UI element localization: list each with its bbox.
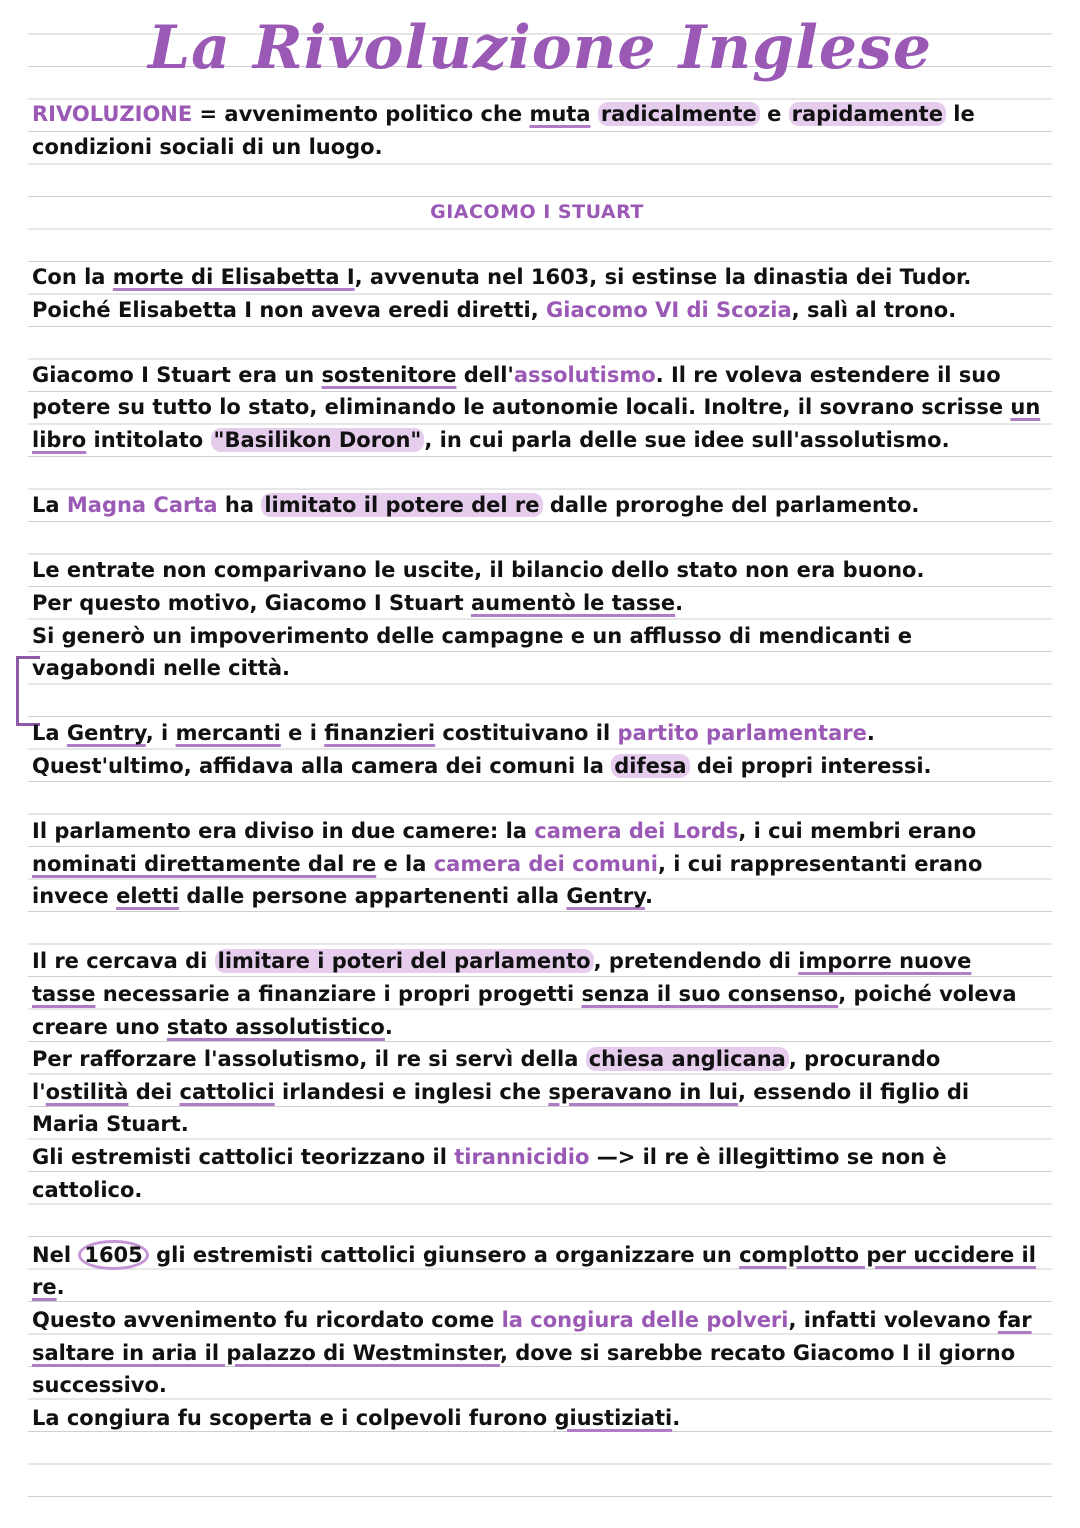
text: , in cui parla delle sue idee sull'assolutismo. [424, 427, 950, 452]
highlighted-text: "Basilikon Doron" [211, 428, 425, 452]
highlighted-text: rapidamente [789, 102, 946, 126]
text: dei propri interessi. [689, 753, 932, 778]
paragraph-gunpowder-plot [32, 1239, 1042, 1435]
text: La [32, 493, 67, 518]
highlighted-text: difesa [611, 754, 689, 778]
text: Le entrate non comparivano le uscite, il bilancio dello stato non era buono. [32, 558, 925, 583]
paragraph-succession [32, 261, 1042, 326]
text: . [866, 721, 875, 746]
text: e [759, 102, 789, 126]
text: irlandesi e inglesi che [274, 1079, 549, 1104]
text: . [384, 1014, 393, 1039]
circled-year: 1605 [78, 1240, 148, 1270]
text: Nel [32, 1242, 79, 1267]
text: dell' [456, 362, 514, 387]
text: dalle proroghe del parlamento. [542, 493, 920, 518]
text: Per questo motivo, Giacomo I Stuart [32, 590, 471, 615]
highlighted-text: chiesa anglicana [586, 1047, 789, 1071]
text: . [672, 1405, 681, 1430]
underlined-text: far saltare in aria il palazzo di Westminster [32, 1307, 1032, 1365]
text: dalle persone appartenenti alla [179, 884, 567, 909]
text: . [56, 1275, 65, 1300]
key-term: assolutismo [513, 362, 656, 387]
key-term: Magna Carta [66, 493, 218, 518]
text: Gli estremisti cattolici teorizzano il [32, 1145, 455, 1169]
underlined-text: morte di Elisabetta I [112, 264, 355, 289]
highlighted-text: limitato il potere del re [261, 493, 542, 517]
text: Poiché Elisabetta I non aveva eredi diretti, [32, 297, 547, 322]
text: Quest'ultimo, affidava alla camera dei comuni la [32, 753, 612, 778]
highlighted-text: limitare i poteri del parlamento [215, 949, 594, 973]
underlined-text: mercanti [175, 721, 281, 746]
underlined-text: speravano in lui [548, 1079, 738, 1104]
text: dei [128, 1079, 180, 1104]
underlined-text: ostilità [45, 1079, 129, 1104]
notes-body [32, 98, 1042, 1434]
highlighted-text: radicalmente [598, 102, 760, 126]
underlined-text: imporre nuove tasse [32, 949, 972, 1007]
section-title: GIACOMO I STUART [430, 200, 644, 223]
text: e la [376, 851, 434, 876]
underlined-text: stato assolutistico [166, 1014, 385, 1039]
definition-term: RIVOLUZIONE [32, 102, 193, 126]
text: Per rafforzare l'assolutismo, il re si servì della [32, 1047, 586, 1072]
text: Il parlamento era diviso in due camere: la [32, 819, 535, 844]
text: costituivano il [435, 721, 618, 746]
underlined-text: sostenitore [321, 362, 457, 387]
key-term: camera dei comuni [433, 851, 658, 876]
paragraph-taxes [32, 554, 1042, 684]
underlined-text: eletti [116, 884, 180, 909]
text: necessarie a finanziare i propri progetti [95, 982, 582, 1007]
paragraph-absolutism [32, 359, 1042, 457]
text: Questo avvenimento fu ricordato come [32, 1307, 502, 1332]
key-term: partito parlamentare [617, 721, 867, 746]
page-title: La Rivoluzione Inglese [147, 13, 933, 83]
paragraph-parliament [32, 815, 1042, 913]
text: . Il re voleva estendere il suo potere su tutto lo stato, eliminando le autonomie locali. Inoltre, il sovrano scrisse [32, 362, 1011, 420]
key-term: la congiura delle polveri [501, 1307, 789, 1332]
text: —> il re è illegittimo se non è cattolico. [32, 1145, 947, 1202]
underlined-text: giustiziati [554, 1405, 673, 1430]
text: Il re cercava di [32, 949, 215, 974]
text: , i [145, 721, 176, 746]
text: , infatti volevano [788, 1307, 998, 1332]
text: , i cui membri erano [738, 819, 977, 844]
key-term: camera dei Lords [534, 819, 739, 844]
text: intitolato [86, 427, 211, 452]
underlined-text: muta [529, 102, 591, 126]
underlined-text: finanzieri [324, 721, 436, 746]
paragraph-magna-carta [32, 489, 1042, 522]
text: , avvenuta nel 1603, si estinse la dinastia dei Tudor. [354, 264, 972, 289]
key-term: Giacomo VI di Scozia [546, 297, 792, 322]
text: , procurando l' [32, 1047, 941, 1104]
text: e i [280, 721, 325, 746]
text: , poiché voleva creare uno [32, 982, 1017, 1039]
underlined-text: un libro [32, 395, 1041, 452]
text: , pretendendo di [593, 949, 799, 974]
text: , salì al trono. [791, 297, 957, 322]
text: Si generò un impoverimento delle campagne e un afflusso di mendicanti e vagabondi nelle città. [32, 623, 913, 681]
underlined-text: nominati direttamente dal re [32, 851, 377, 876]
text: La congiura fu scoperta e i colpevoli furono [32, 1405, 555, 1430]
underlined-text: senza il suo consenso [581, 982, 839, 1007]
text [591, 102, 598, 126]
text: gli estremisti cattolici giunsero a organizzare un [148, 1242, 740, 1267]
underlined-text: aumentò le tasse [470, 590, 676, 615]
text: le condizioni sociali di un luogo. [32, 102, 975, 159]
underlined-text: Gentry [66, 721, 146, 746]
text: . [675, 590, 684, 615]
key-term: tirannicidio [454, 1145, 590, 1169]
underlined-text: cattolici [179, 1079, 275, 1104]
text: Con la [32, 264, 113, 289]
text: Giacomo I Stuart era un [32, 362, 322, 387]
definition-paragraph [32, 98, 1042, 163]
text: ha [217, 493, 262, 518]
paragraph-gentry [32, 717, 1042, 782]
text: , dove si sarebbe recato Giacomo I il giorno successivo. [32, 1340, 1016, 1398]
text: La [32, 721, 67, 746]
underlined-text: Gentry [566, 884, 645, 909]
text: , essendo il figlio di Maria Stuart. [32, 1079, 970, 1137]
text: = avvenimento politico che [192, 102, 530, 126]
underlined-text: complotto per uccidere il re [32, 1242, 1036, 1300]
text: . [644, 884, 653, 909]
text: , i cui rappresentanti erano invece [32, 851, 983, 909]
paragraph-king-power [32, 945, 1042, 1206]
